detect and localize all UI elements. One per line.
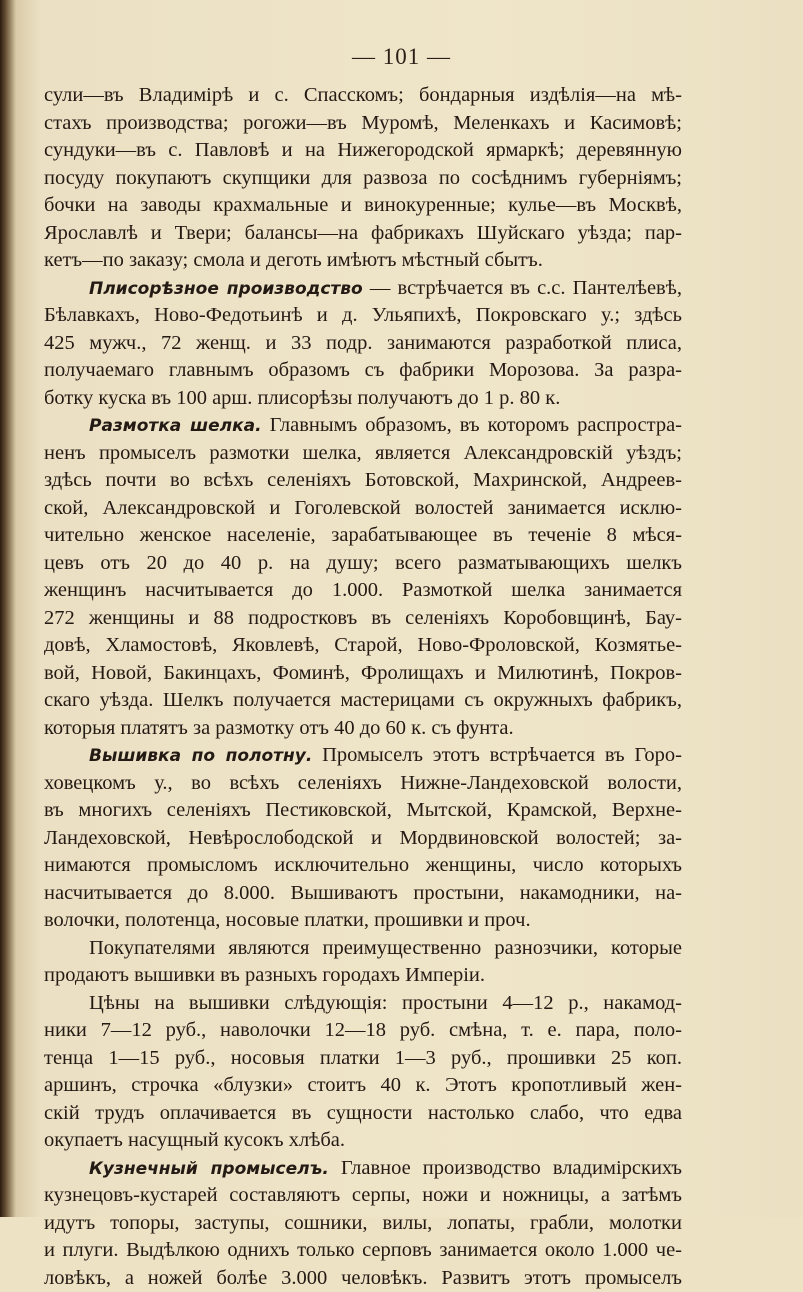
text-line — [44, 715, 682, 743]
line-text: 272 женщины и 88 подростковъ въ селеніяхъ Коробовщинѣ, Бау- — [44, 607, 682, 629]
section-heading: Размотка шелка. — [89, 416, 262, 436]
text-line — [44, 770, 682, 798]
text-line — [44, 962, 682, 990]
text-line — [44, 1100, 682, 1128]
line-text: кетъ—по заказу; смола и деготь имѣютъ мѣстный сбытъ. — [44, 249, 543, 271]
line-text: сундуки—въ с. Павловѣ и на Нижегородской ярмаркѣ; деревянную — [44, 139, 682, 161]
line-text: ховецкомъ у., во всѣхъ селеніяхъ Нижне-Ландеховской волости, — [44, 772, 682, 794]
line-text: Главное производство владимірскихъ — [329, 1157, 682, 1179]
text-line — [44, 1072, 682, 1100]
text-line — [44, 1210, 682, 1238]
text-line — [44, 1265, 682, 1292]
text-line — [44, 1155, 682, 1183]
line-text: женщинъ насчитывается до 1.000. Размоткой шелка занимается — [44, 579, 682, 601]
text-line — [44, 412, 682, 440]
text-line — [44, 1237, 682, 1265]
line-text: скаго уѣзда. Шелкъ получается мастерицами съ окружныхъ фабрикъ, — [44, 689, 682, 711]
line-text: получаемаго главнымъ образомъ съ фабрики Морозова. За разра- — [44, 359, 682, 381]
section-heading: Кузнечный промыселъ. — [89, 1159, 329, 1179]
text-line — [44, 990, 682, 1018]
line-text: ненъ промыселъ размотки шелка, является Александровскій уѣздъ; — [44, 442, 682, 464]
text-line — [44, 110, 682, 138]
line-text: Промыселъ этотъ встрѣчается въ Горо- — [312, 744, 682, 766]
text-line — [44, 275, 682, 303]
text-line — [44, 907, 682, 935]
text-line — [44, 880, 682, 908]
line-text: сули—въ Владимірѣ и с. Спасскомъ; бондарныя издѣлія—на мѣ- — [44, 84, 682, 106]
line-text: ловѣкъ, а ножей болѣе 3.000 человѣкъ. Развитъ этотъ промыселъ — [44, 1267, 682, 1289]
text-line — [44, 687, 682, 715]
text-line — [44, 852, 682, 880]
text-line — [44, 797, 682, 825]
line-text: посуду покупаютъ скупщики для развоза по сосѣднимъ губерніямъ; — [44, 167, 682, 189]
text-line — [44, 632, 682, 660]
line-text: ботку куска въ 100 арш. плисорѣзы получаютъ до 1 р. 80 к. — [44, 387, 560, 409]
text-line — [44, 165, 682, 193]
line-text: цевъ отъ 20 до 40 р. на душу; всего разматывающихъ шелкъ — [44, 552, 682, 574]
text-line — [44, 825, 682, 853]
text-line — [44, 605, 682, 633]
text-line — [44, 1017, 682, 1045]
text-line — [44, 357, 682, 385]
line-text: кузнецовъ-кустарей составляютъ серпы, ножи и ножницы, а затѣмъ — [44, 1184, 682, 1206]
text-line — [44, 935, 682, 963]
line-text: насчитывается до 8.000. Вышиваютъ простыни, накамодники, на- — [44, 882, 682, 904]
line-text: ники 7—12 руб., наволочки 12—18 руб. смѣна, т. е. пара, поло- — [44, 1019, 682, 1041]
text-line — [44, 247, 682, 275]
text-line — [44, 522, 682, 550]
line-text: и плуги. Выдѣлкою однихъ только серповъ занимается около 1.000 че- — [44, 1239, 682, 1261]
line-text: 425 мужч., 72 женщ. и 33 подр. занимаются разработкой плиса, — [44, 332, 682, 354]
line-text: окупаетъ насущный кусокъ хлѣба. — [44, 1129, 345, 1151]
line-text: аршинъ, строчка «блузки» стоитъ 40 к. Этотъ кропотливый жен- — [44, 1074, 682, 1096]
line-text: которыя платятъ за размотку отъ 40 до 60 к. съ фунта. — [44, 717, 514, 739]
section-heading: Плисорѣзное производство — [89, 279, 363, 299]
text-line — [44, 82, 682, 110]
line-text: продаютъ вышивки въ разныхъ городахъ Имперіи. — [44, 964, 485, 986]
line-text: Ярославлѣ и Твери; балансы—на фабрикахъ Шуйскаго уѣзда; пар- — [44, 222, 682, 244]
text-line — [44, 137, 682, 165]
text-line — [44, 385, 682, 413]
line-text: здѣсь почти во всѣхъ селеніяхъ Ботовской, Махринской, Андреев- — [44, 469, 682, 491]
line-text: вой, Новой, Бакинцахъ, Фоминѣ, Фролищахъ и Милютинѣ, Покров- — [44, 662, 682, 684]
page-number: — 101 — — [0, 44, 803, 70]
line-text: ской, Александровской и Гоголевской волостей занимается исклю- — [44, 497, 682, 519]
text-line — [44, 467, 682, 495]
text-line — [44, 330, 682, 358]
line-text: въ многихъ селеніяхъ Пестиковской, Мытской, Крамской, Верхне- — [44, 799, 682, 821]
text-line — [44, 577, 682, 605]
line-text: нимаются промысломъ исключительно женщины, число которыхъ — [44, 854, 682, 876]
line-text: Покупателями являются преимущественно разнозчики, которые — [89, 937, 682, 959]
text-line — [44, 495, 682, 523]
section-heading: Вышивка по полотну. — [89, 746, 312, 766]
text-line — [44, 1045, 682, 1073]
line-text: идутъ топоры, заступы, сошники, вилы, лопаты, грабли, молотки — [44, 1212, 682, 1234]
line-text: Ландеховской, Невѣрослободской и Мордвиновской волостей; за- — [44, 827, 682, 849]
page-body-text — [44, 82, 682, 1292]
line-text: — встрѣчается въ с.с. Пантелѣевѣ, — [363, 277, 682, 299]
text-line — [44, 192, 682, 220]
line-text: скій трудъ оплачивается въ сущности настолько слабо, что едва — [44, 1102, 682, 1124]
line-text: волочки, полотенца, носовые платки, прошивки и проч. — [44, 909, 531, 931]
text-line — [44, 220, 682, 248]
line-text: стахъ производства; рогожи—въ Муромѣ, Меленкахъ и Касимовѣ; — [44, 112, 682, 134]
line-text: бочки на заводы крахмальные и винокуренные; кулье—въ Москвѣ, — [44, 194, 682, 216]
line-text: довѣ, Хламостовѣ, Яковлевѣ, Старой, Ново-Фроловской, Козмятье- — [44, 634, 682, 656]
line-text: чительно женское населеніе, зарабатывающее въ теченіе 8 мѣся- — [44, 524, 682, 546]
text-line — [44, 440, 682, 468]
line-text: Главнымъ образомъ, въ которомъ распростра- — [262, 414, 682, 436]
text-line — [44, 302, 682, 330]
line-text: Бѣлавкахъ, Ново-Федотьинѣ и д. Ульяпихѣ, Покровскаго у.; здѣсь — [44, 304, 682, 326]
text-line — [44, 1127, 682, 1155]
line-text: тенца 1—15 руб., носовыя платки 1—3 руб., прошивки 25 коп. — [44, 1047, 682, 1069]
text-line — [44, 1182, 682, 1210]
text-line — [44, 550, 682, 578]
text-line — [44, 742, 682, 770]
line-text: Цѣны на вышивки слѣдующія: простыни 4—12 р., накамод- — [89, 992, 682, 1014]
text-line — [44, 660, 682, 688]
